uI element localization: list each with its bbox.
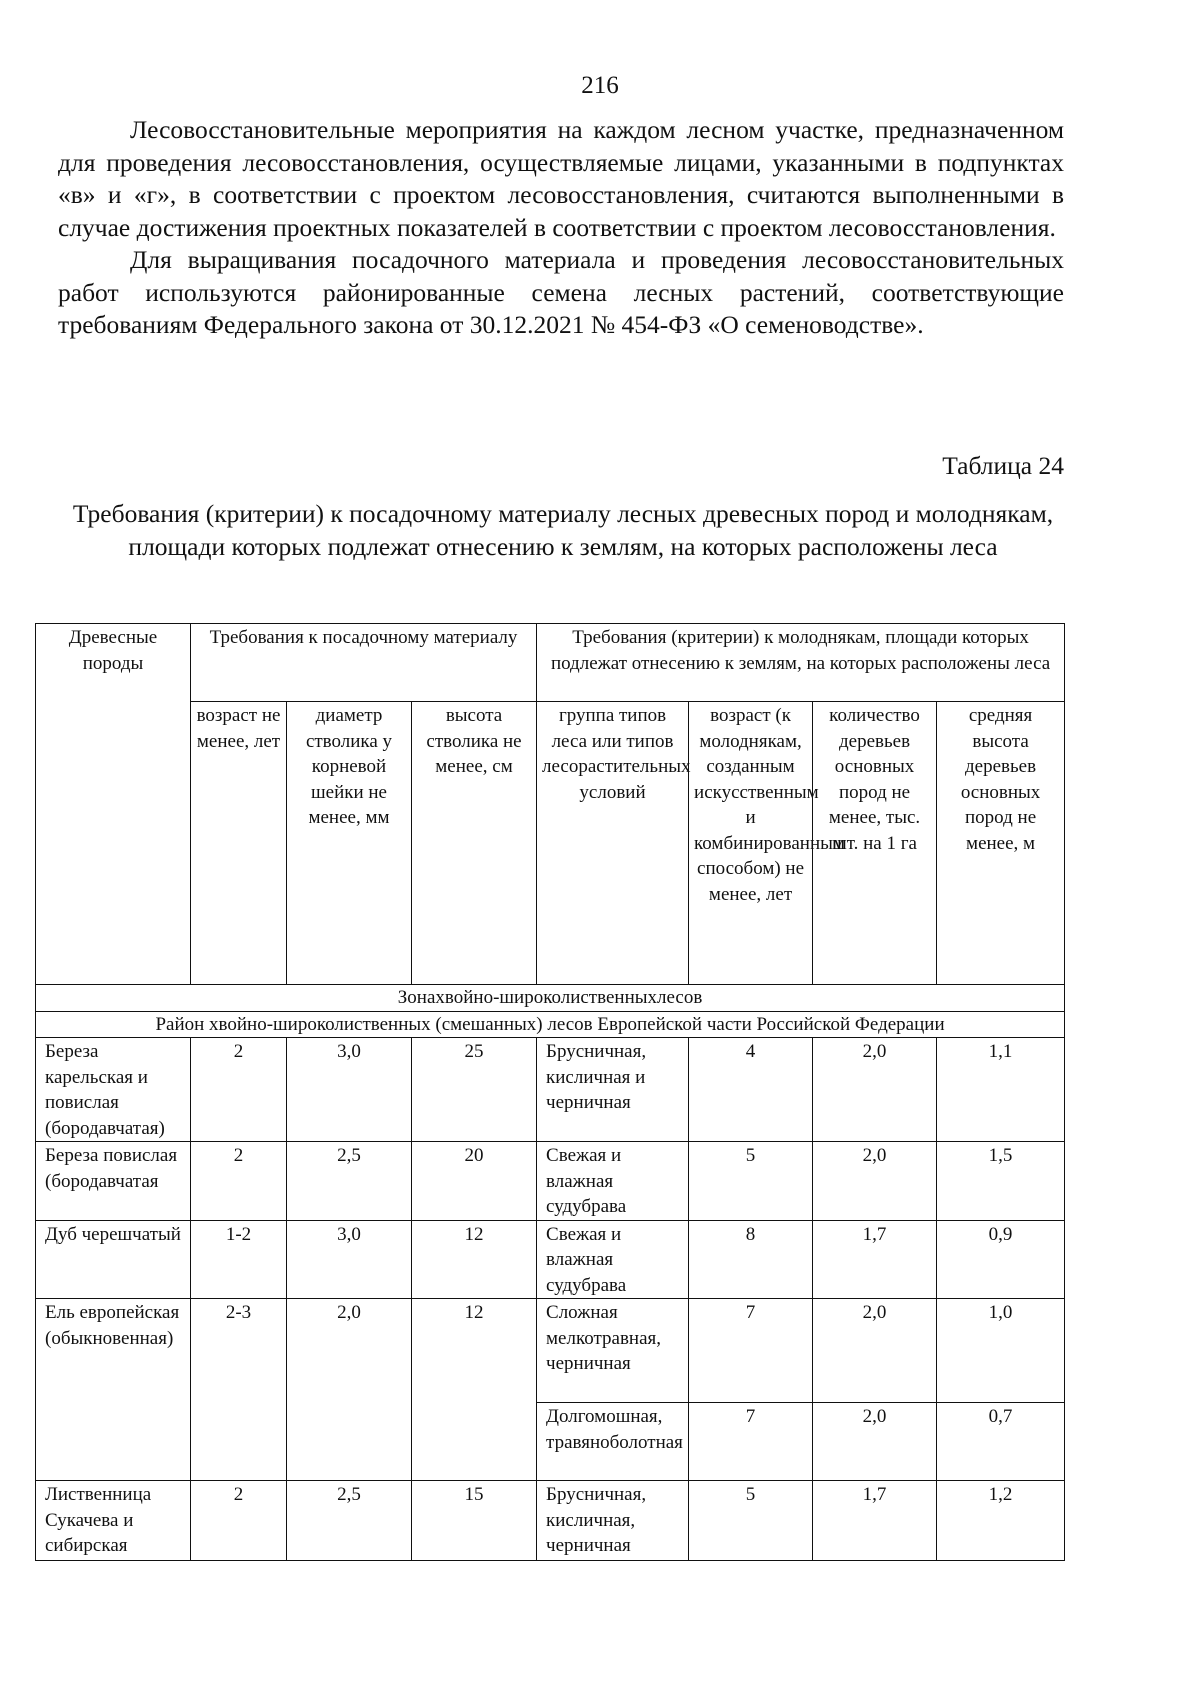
species-cell: Ель европейская (обыкновенная) <box>36 1299 191 1481</box>
zone-row: Зонахвойно-широколиственныхлесов <box>36 985 1065 1012</box>
young-age-cell: 5 <box>689 1142 813 1221</box>
height-cell: 15 <box>412 1481 537 1561</box>
table-row <box>36 1038 1065 1142</box>
average-height-cell: 1,2 <box>937 1481 1065 1561</box>
height-cell: 12 <box>412 1299 537 1481</box>
young-age-cell: 8 <box>689 1220 813 1299</box>
age-cell: 2 <box>191 1142 287 1221</box>
table-row <box>36 1481 1065 1561</box>
average-height-cell: 1,5 <box>937 1142 1065 1221</box>
forest-type-cell: Свежая и влажная судубрава <box>537 1142 689 1221</box>
col-header-age: возраст не менее, лет <box>191 702 287 985</box>
forest-type-cell: Сложная мелкотравная, черничная <box>537 1299 689 1403</box>
age-cell: 1-2 <box>191 1220 287 1299</box>
region-row: Район хвойно-широколиственных (смешанных) лесов Европейской части Российской Федерации <box>36 1011 1065 1038</box>
paragraph: Лесовосстановительные мероприятия на каждом лесном участке, предназначенном для проведения лесовосстановления, осуществляемые лицами, указанными в подпунктах «в» и «г», в соответствии с проектом лесовосстановления, считаются выполненными в случае достижения проектных показателей в соответствии с проектом лесовосстановления. <box>58 115 1064 242</box>
tree-count-cell: 2,0 <box>813 1038 937 1142</box>
young-age-cell: 7 <box>689 1403 813 1481</box>
species-cell: Лиственница Сукачева и сибирская <box>36 1481 191 1561</box>
col-header-diameter: диаметр стволика у корневой шейки не менее, мм <box>287 702 412 985</box>
forest-type-cell: Свежая и влажная судубрава <box>537 1220 689 1299</box>
height-cell: 25 <box>412 1038 537 1142</box>
header-species: Древесные породы <box>36 624 191 985</box>
tree-count-cell: 1,7 <box>813 1220 937 1299</box>
col-header-tree-count: количество деревьев основных пород не менее, тыс. шт. на 1 га <box>813 702 937 985</box>
forest-type-cell: Брусничная, кисличная, черничная <box>537 1481 689 1561</box>
tree-count-cell: 2,0 <box>813 1142 937 1221</box>
average-height-cell: 1,0 <box>937 1299 1065 1403</box>
col-header-forest-type: группа типов леса или типов лесорастительных условий <box>537 702 689 985</box>
species-cell: Береза карельская и повислая (бородавчатая) <box>36 1038 191 1142</box>
diameter-cell: 2,5 <box>287 1481 412 1561</box>
col-header-average-height: средняя высота деревьев основных пород не менее, м <box>937 702 1065 985</box>
table-row <box>36 1142 1065 1221</box>
height-cell: 20 <box>412 1142 537 1221</box>
species-cell: Береза повислая (бородавчатая <box>36 1142 191 1221</box>
diameter-cell: 3,0 <box>287 1038 412 1142</box>
body-text <box>58 114 1064 342</box>
age-cell: 2 <box>191 1481 287 1561</box>
young-age-cell: 4 <box>689 1038 813 1142</box>
average-height-cell: 0,9 <box>937 1220 1065 1299</box>
age-cell: 2-3 <box>191 1299 287 1481</box>
requirements-table <box>35 623 1065 1561</box>
species-cell: Дуб черешчатый <box>36 1220 191 1299</box>
tree-count-cell: 2,0 <box>813 1299 937 1403</box>
average-height-cell: 1,1 <box>937 1038 1065 1142</box>
tree-count-cell: 2,0 <box>813 1403 937 1481</box>
paragraph: Для выращивания посадочного материала и проведения лесовосстановительных работ используются районированные семена лесных растений, соответствующие требованиям Федерального закона от 30.12.2021 № 454-ФЗ «О семеноводстве». <box>58 245 1064 339</box>
height-cell: 12 <box>412 1220 537 1299</box>
forest-type-cell: Долгомошная, травяноболотная <box>537 1403 689 1481</box>
table-row <box>36 1220 1065 1299</box>
table-row <box>36 1299 1065 1403</box>
young-age-cell: 5 <box>689 1481 813 1561</box>
col-header-young-age: возраст (к молоднякам, созданным искусственным и комбинированным способом) не менее, лет <box>689 702 813 985</box>
diameter-cell: 3,0 <box>287 1220 412 1299</box>
table-label: Таблица 24 <box>942 451 1064 480</box>
header-planting-material: Требования к посадочному материалу <box>191 624 537 702</box>
col-header-height: высота стволика не менее, см <box>412 702 537 985</box>
age-cell: 2 <box>191 1038 287 1142</box>
forest-type-cell: Брусничная, кисличная и черничная <box>537 1038 689 1142</box>
page-number: 216 <box>581 72 619 99</box>
tree-count-cell: 1,7 <box>813 1481 937 1561</box>
header-young-stands: Требования (критерии) к молоднякам, площади которых подлежат отнесению к землям, на которых расположены леса <box>537 624 1065 702</box>
diameter-cell: 2,0 <box>287 1299 412 1481</box>
average-height-cell: 0,7 <box>937 1403 1065 1481</box>
young-age-cell: 7 <box>689 1299 813 1403</box>
diameter-cell: 2,5 <box>287 1142 412 1221</box>
table-title: Требования (критерии) к посадочному материалу лесных древесных пород и молоднякам, площади которых подлежат отнесению к землям, на которых расположены леса <box>72 499 1054 561</box>
